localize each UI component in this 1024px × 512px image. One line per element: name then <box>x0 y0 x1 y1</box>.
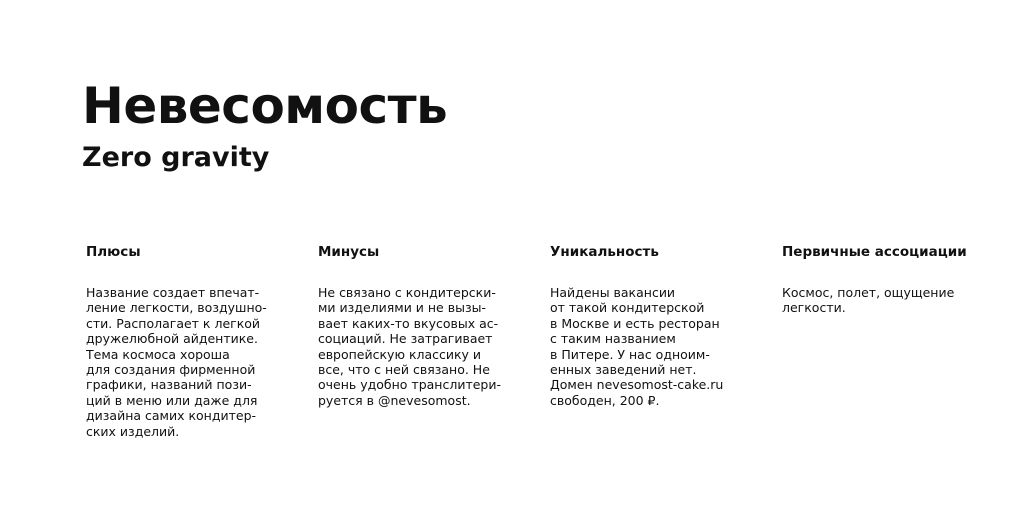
column-cons <box>318 243 533 408</box>
column-heading: Минусы <box>318 244 380 260</box>
page-title: Невесомость <box>82 77 448 135</box>
column-heading: Уникальность <box>550 244 659 260</box>
column-associations <box>782 243 997 316</box>
page-subtitle: Zero gravity <box>82 142 270 173</box>
column-heading: Плюсы <box>86 244 141 260</box>
column-text: Название создает впечат- ление легкости, воздушно- сти. Располагает к легкой дружелюбной айдентике. Тема космоса хороша для создания фирменной графики, названий пози- ций в меню или даже для дизайна самих кондитер- ских изделий. <box>86 285 267 439</box>
column-pros <box>86 243 301 439</box>
column-uniqueness <box>550 243 765 408</box>
column-text: Найдены вакансии от такой кондитерской в Москве и есть ресторан с таким названием в Питере. У нас одноим- енных заведений нет. Домен nevesomost-cake.ru свободен, 200 ₽. <box>550 285 724 408</box>
column-heading: Первичные ассоциации <box>782 244 967 260</box>
column-text: Не связано с кондитерски- ми изделиями и не вызы- вает каких-то вкусовых ас- социаций. Не затрагивает европейскую классику и все, что с ней связано. Не очень удобно транслитери- руется в @nevesomost. <box>318 285 502 408</box>
column-text: Космос, полет, ощущение легкости. <box>782 285 955 316</box>
